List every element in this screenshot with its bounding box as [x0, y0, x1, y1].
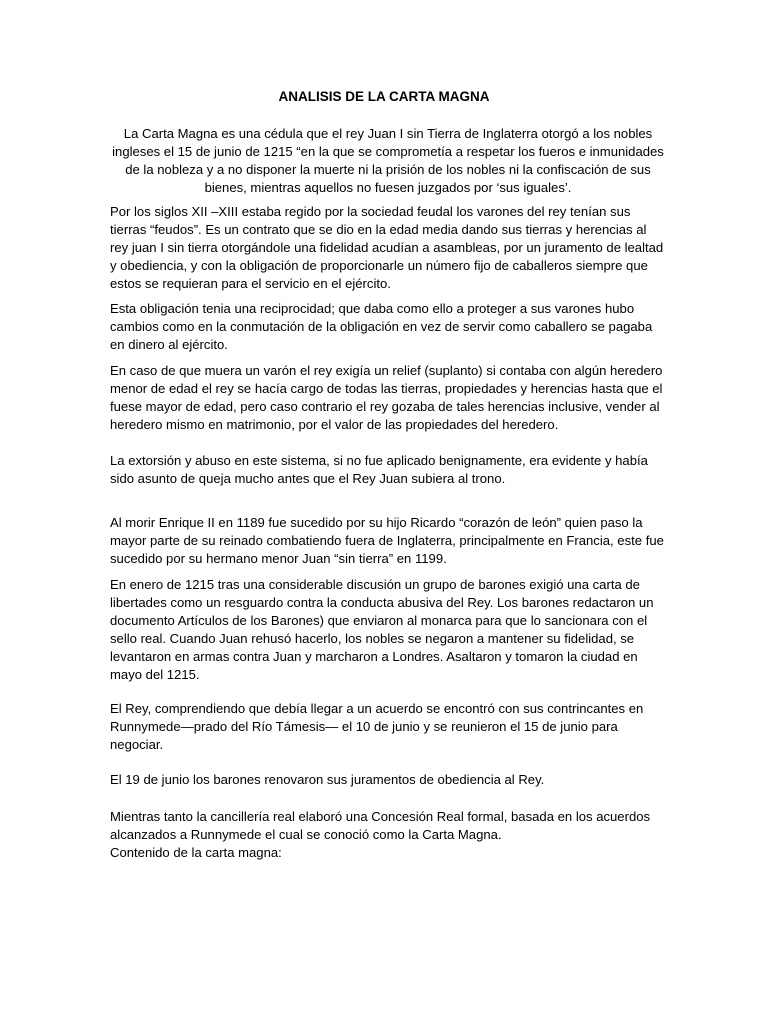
paragraph-barons-revolt: En enero de 1215 tras una considerable discusión un grupo de barones exigió una carta de libertades como un resguardo contra la conducta abusiva del Rey. Los barones redactaron un documento Artículos de los Barones) que enviaron al monarca para que lo sancionara con el sello real. Cuando Juan rehusó hacerlo, los nobles se negaron a mantener su fidelidad, se levantaron en armas contra Juan y marcharon a Londres. Asaltaron y tomaron la ciudad en mayo del 1215.: [110, 577, 654, 682]
paragraph-runnymede: El Rey, comprendiendo que debía llegar a un acuerdo se encontró con sus contrincantes en Runnymede—prado del Río Támesis— el 10 de junio y se reunieron el 15 de junio para negociar.: [110, 701, 644, 752]
paragraph-royal-concession: Mientras tanto la cancillería real elaboró una Concesión Real formal, basada en los acuerdos alcanzados a Runnymede el cual se conoció como la Carta Magna.: [110, 809, 651, 842]
paragraph-succession: Al morir Enrique II en 1189 fue sucedido por su hijo Ricardo “corazón de león” quien paso la mayor parte de su reinado combatiendo fuera de Inglaterra, principalmente en Francia, este fue sucedido por su hermano menor Juan “sin tierra” en 1199.: [110, 515, 664, 566]
paragraph-contents-heading: Contenido de la carta magna:: [110, 845, 282, 860]
paragraph-extortion: La extorsión y abuso en este sistema, si no fue aplicado benignamente, era evidente y había sido asunto de queja mucho antes que el Rey Juan subiera al trono.: [110, 453, 648, 486]
paragraph-feudal-society: Por los siglos XII –XIII estaba regido por la sociedad feudal los varones del rey tenían sus tierras “feudos”. Es un contrato que se dio en la edad media dando sus tierras y herencias al rey juan I sin tierra otorgándole una fidelidad acudían a asambleas, por un juramento de lealtad y obediencia, y con la obligación de proporcionarle un número fijo de caballeros siempre que estos se requieran para el servicio en el ejército.: [110, 204, 664, 291]
paragraph-relief: En caso de que muera un varón el rey exigía un relief (suplanto) si contaba con algún heredero menor de edad el rey se hacía cargo de todas las tierras, propiedades y herencias hasta que el fuese mayor de edad, pero caso contrario el rey gozaba de tales herencias inclusive, vender al heredero mismo en matrimonio, por el valor de las propiedades del heredero.: [110, 363, 663, 432]
paragraph-reciprocity: Esta obligación tenia una reciprocidad; que daba como ello a proteger a sus varones hubo cambios como en la conmutación de la obligación en vez de servir como caballero se pagaba en dinero al ejército.: [110, 301, 653, 352]
paragraph-intro: La Carta Magna es una cédula que el rey Juan I sin Tierra de Inglaterra otorgó a los nobles ingleses el 15 de junio de 1215 “en la que se comprometía a respetar los fueros e inmunidades de la nobleza y a no disponer la muerte ni la prisión de los nobles ni la confiscación de sus bienes, mientras aquellos no fuesen juzgados por ‘sus iguales’.: [112, 126, 664, 195]
document-title: ANALISIS DE LA CARTA MAGNA: [278, 89, 490, 104]
paragraph-oath-renewal: El 19 de junio los barones renovaron sus juramentos de obediencia al Rey.: [110, 772, 545, 787]
